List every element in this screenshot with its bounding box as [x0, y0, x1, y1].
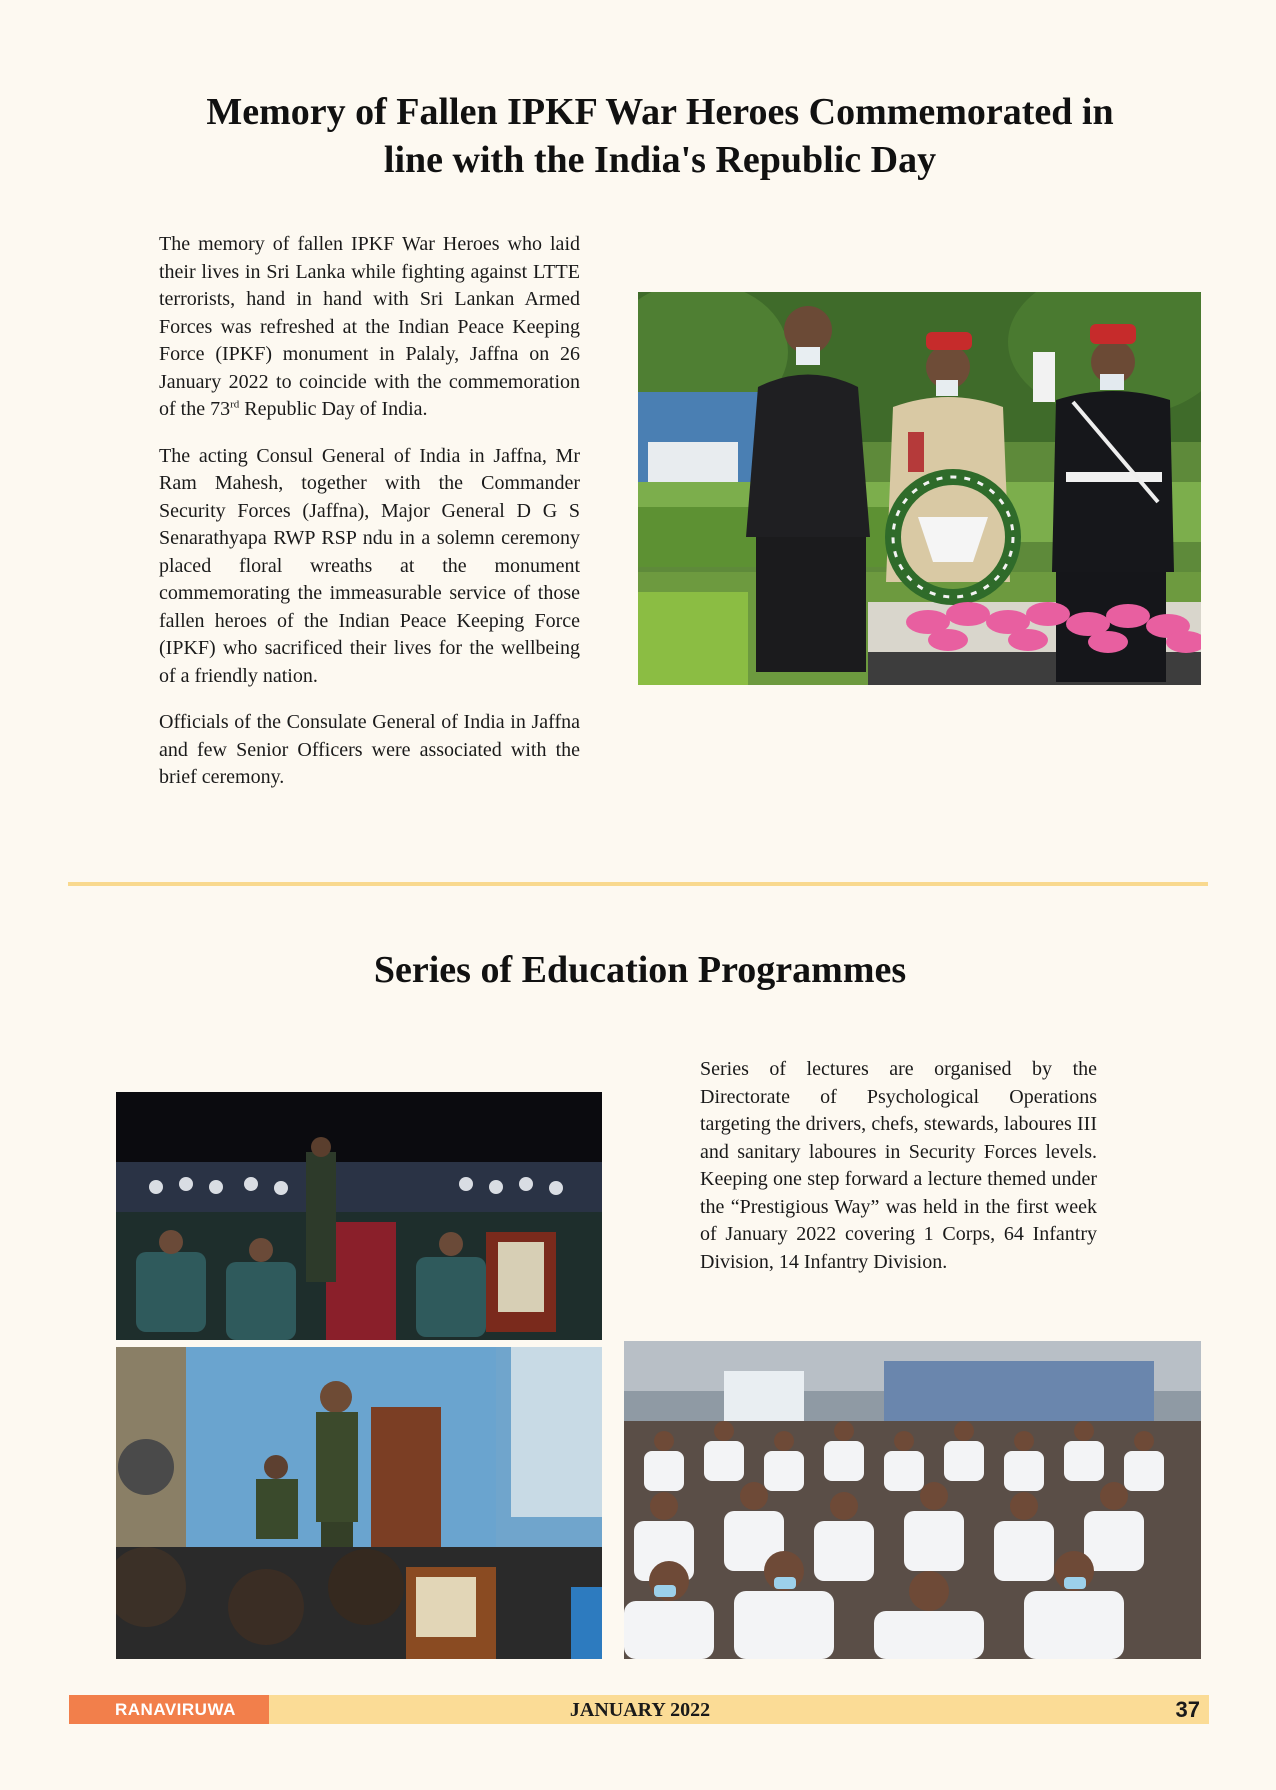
page-number: 37: [1175, 1697, 1200, 1722]
auditorium-lecture-photo: [116, 1092, 602, 1340]
paragraph: The memory of fallen IPKF War Heroes who laid their lives in Sri Lanka while fighting against LTTE terrorists, hand in hand with Sri Lankan Armed Forces was refreshed at the Indian Peace Keeping Force (IPKF) monument in Palaly, Jaffna on 26 January 2022 to coincide with the commemoration of the 73rd Republic Day of India.: [159, 233, 580, 420]
wreath-ceremony-photo: [638, 292, 1201, 685]
article-education-body: [700, 1056, 1097, 1295]
paragraph: Series of lectures are organised by the Directorate of Psychological Operations targeting the drivers, chefs, stewards, laboures III and sanitary laboures in Security Forces levels. Keeping one step forward a lecture themed under the “Prestigious Way” was held in the first week of January 2022 covering 1 Corps, 64 Infantry Division, 14 Infantry Division.: [700, 1058, 1097, 1273]
publication-name: RANAVIRUWA: [69, 1695, 269, 1724]
hall-audience-photo: [624, 1341, 1201, 1659]
section-divider: [68, 882, 1208, 886]
officer-lecture-photo: [116, 1347, 602, 1659]
issue-month: JANUARY 2022: [569, 1699, 711, 1721]
title-line-2: line with the India's Republic Day: [383, 139, 937, 181]
paragraph: The acting Consul General of India in Jaffna, Mr Ram Mahesh, together with the Commander Security Forces (Jaffna), Major General D G S Senarathyapa RWP RSP ndu in a solemn ceremony placed floral wreaths at the monument commemorating the immeasurable service of those fallen heroes of the Indian Peace Keeping Force (IPKF) who sacrificed their lives for the wellbeing of a friendly nation.: [159, 444, 580, 687]
article-title-education: Series of Education Programmes: [373, 949, 907, 991]
article-ipkf-body: [159, 231, 580, 811]
paragraph: Officials of the Consulate General of India in Jaffna and few Senior Officers were associated with the brief ceremony.: [159, 711, 580, 788]
title-line-1: Memory of Fallen IPKF War Heroes Commemorated in: [206, 91, 1114, 133]
article-title-ipkf: [120, 88, 1200, 184]
